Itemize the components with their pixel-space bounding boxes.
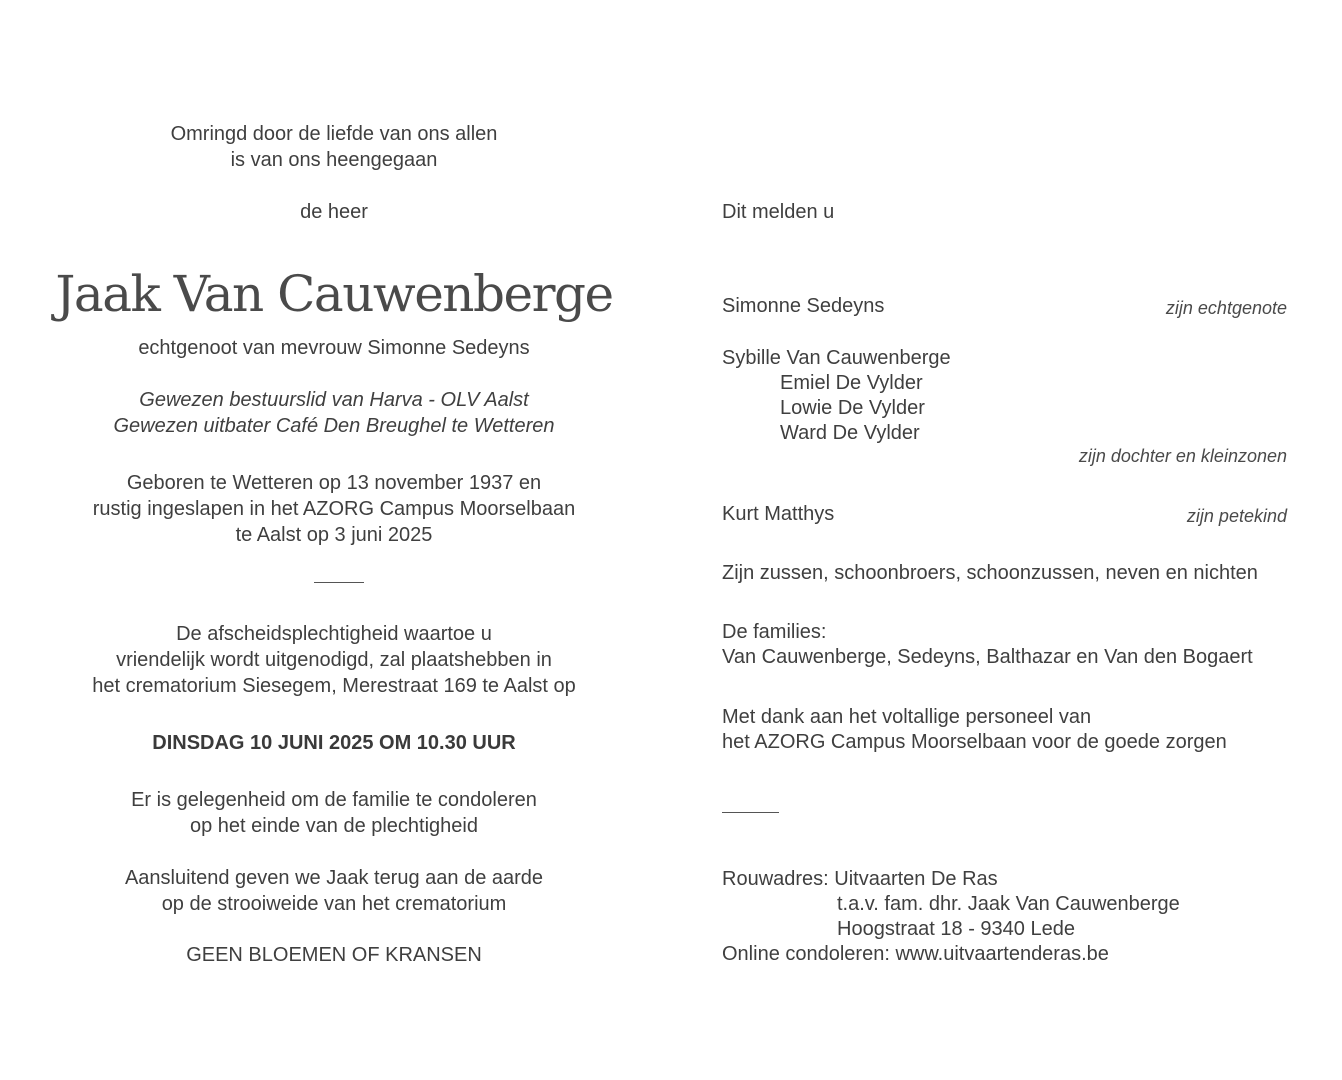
grandson-2: Lowie De Vylder <box>780 397 925 419</box>
deceased-name: Jaak Van Cauwenberge <box>55 265 613 323</box>
role-line-2: Gewezen uitbater Café Den Breughel te Wetteren <box>113 415 555 437</box>
announce-line: Dit melden u <box>722 201 835 223</box>
scattering-text <box>44 865 624 917</box>
intro-line-1: Omringd door de liefde van ons allen <box>170 123 498 145</box>
death-line: rustig ingeslapen in het AZORG Campus Moorselbaan <box>92 498 576 520</box>
address-label-line: Rouwadres: Uitvaarten De Ras <box>722 868 998 890</box>
address-line-2: t.a.v. fam. dhr. Jaak Van Cauwenberge <box>837 893 1180 915</box>
scattering-line-1: Aansluitend geven we Jaak terug aan de aarde <box>124 867 544 889</box>
death-place-line: te Aalst op 3 juni 2025 <box>235 524 433 546</box>
condolences-line-2: op het einde van de plechtigheid <box>189 815 478 837</box>
ceremony-line-1: De afscheidsplechtigheid waartoe u <box>176 623 492 645</box>
spouse-relation: zijn echtgenote <box>1165 298 1287 318</box>
godchild-name: Kurt Matthys <box>722 503 835 525</box>
daughter-block <box>722 346 951 446</box>
spouse-name: Simonne Sedeyns <box>722 295 885 317</box>
divider-right <box>722 812 779 813</box>
address-block <box>722 867 1180 967</box>
intro-line-2: is van ons heengegaan <box>230 149 438 171</box>
condolences-line-1: Er is gelegenheid om de familie te condoleren <box>131 789 537 811</box>
online-condolences-link[interactable]: Online condoleren: www.uitvaartenderas.be <box>722 943 1109 965</box>
thanks-line-1: Met dank aan het voltallige personeel van <box>722 706 1092 728</box>
birth-line: Geboren te Wetteren op 13 november 1937 en <box>126 472 542 494</box>
thanks-block <box>722 705 1227 755</box>
role-line-1: Gewezen bestuurslid van Harva - OLV Aalst <box>139 389 529 411</box>
divider-left <box>314 582 364 583</box>
families-label: De families: <box>722 621 827 643</box>
condolences-text <box>44 787 624 839</box>
address-line-3: Hoogstraat 18 - 9340 Lede <box>837 918 1075 940</box>
intro-text <box>44 121 624 173</box>
godchild-relation: zijn petekind <box>1186 506 1287 526</box>
ceremony-line-3: het crematorium Siesegem, Merestraat 169 te Aalst op <box>92 675 576 697</box>
scattering-line-2: op de strooiweide van het crematorium <box>161 893 507 915</box>
ceremony-datetime: DINSDAG 10 JUNI 2025 OM 10.30 UUR <box>152 732 516 754</box>
honorific: de heer <box>300 201 368 223</box>
families-block <box>722 620 1253 670</box>
ceremony-line-2: vriendelijk wordt uitgenodigd, zal plaatshebben in <box>116 649 552 671</box>
families-names: Van Cauwenberge, Sedeyns, Balthazar en Van den Bogaert <box>722 646 1253 668</box>
thanks-line-2: het AZORG Campus Moorselbaan voor de goede zorgen <box>722 731 1227 753</box>
grandson-3: Ward De Vylder <box>780 422 920 444</box>
daughter-relation: zijn dochter en kleinzonen <box>1078 446 1287 466</box>
grandson-1: Emiel De Vylder <box>780 372 923 394</box>
birth-death-text <box>44 470 624 548</box>
no-flowers-notice: GEEN BLOEMEN OF KRANSEN <box>186 944 482 966</box>
daughter-name: Sybille Van Cauwenberge <box>722 347 951 369</box>
siblings-line: Zijn zussen, schoonbroers, schoonzussen, neven en nichten <box>722 562 1258 584</box>
spouse-line: echtgenoot van mevrouw Simonne Sedeyns <box>138 337 530 359</box>
ceremony-text <box>44 621 624 699</box>
former-roles <box>44 387 624 439</box>
